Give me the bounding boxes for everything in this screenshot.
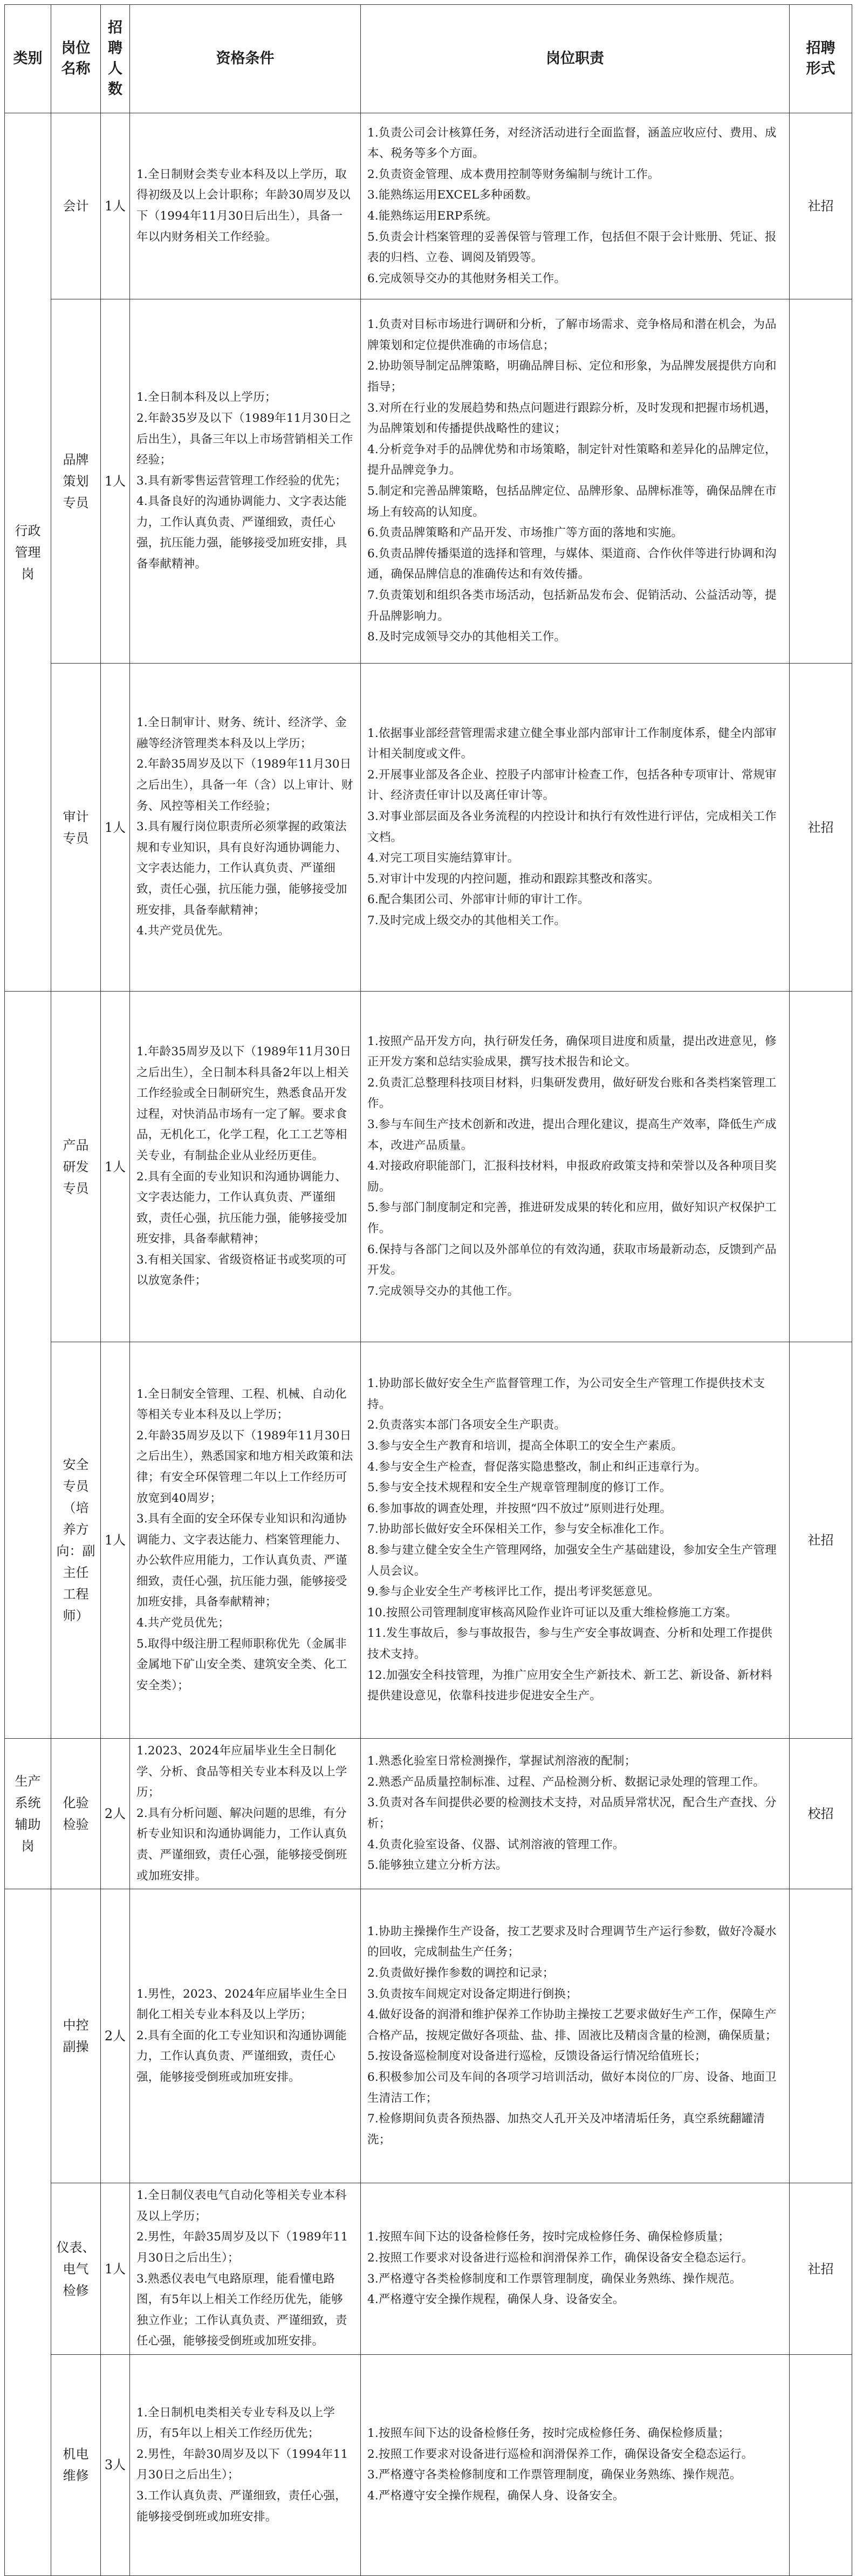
count-cell	[101, 2183, 130, 2355]
header-row	[5, 5, 852, 113]
duty-item: 3.负责按车间规定对设备定期进行倒换；	[367, 1987, 578, 2001]
duty-item: 7.及时完成上级交办的其他相关工作。	[367, 913, 566, 927]
duties-cell	[361, 1342, 790, 1739]
count-cell	[101, 1739, 130, 1889]
table-row	[5, 2354, 852, 2575]
recruitment-mode: 社招	[807, 1533, 834, 1548]
duty-item: 5.对审计中发现的内控问题，推动和跟踪其整改和落实。	[367, 872, 660, 886]
category-cell	[5, 992, 51, 1739]
duty-item: 6.负责品牌传播渠道的选择和管理，与媒体、渠道商、合作伙伴等进行协调和沟通，确保品牌信息的准确传达和有效传播。	[367, 546, 777, 582]
duty-item: 8.及时完成领导交办的其他相关工作。	[367, 630, 566, 644]
table-row	[5, 113, 852, 299]
table-row	[5, 2183, 852, 2355]
requirements-cell	[130, 113, 361, 299]
category-cell	[5, 1739, 51, 1889]
requirements-cell	[130, 2183, 361, 2355]
position-cell	[51, 664, 101, 992]
requirement-item: 1.男性，2023、2024年应届毕业生全日制化工相关专业本科及以上学历；	[136, 1987, 348, 2022]
duty-item: 11.发生事故后，参与事故报告，参与生产安全事故调查、分析和处理工作提供技术支持。	[367, 1627, 772, 1661]
duty-item: 2.负责做好操作参数的调控和记录；	[367, 1966, 554, 1980]
requirement-item: 1.全日制财会类专业本科及以上学历，取得初级及以上会计职称；年龄30周岁及以下（1994年11月30日后出生），具备一年以内财务相关工作经验。	[136, 167, 351, 244]
duties-cell	[361, 2354, 790, 2575]
duty-item: 3.负责对各车间提供必要的检测技术支持，对品质异常状况，配合生产查找、分析；	[367, 1796, 777, 1831]
table-row	[5, 1889, 852, 2183]
requirements-cell	[130, 1739, 361, 1889]
count-cell	[101, 664, 130, 992]
mode-cell	[790, 2183, 852, 2355]
duty-item: 4.参与安全生产检查，督促落实隐患整改，制止和纠正违章行为。	[367, 1460, 707, 1474]
duty-item: 5.按设备巡检制度对设备进行巡检，反馈设备运行情况给值班长；	[367, 2049, 707, 2063]
header-mode	[790, 5, 852, 113]
header-count-label: 招 聘 人 数	[108, 19, 122, 98]
duty-item: 1.按照车间下达的设备检修任务，按时完成检修任务、确保检修质量；	[367, 2427, 730, 2441]
category-label: 生产 系统 辅助 岗	[15, 1774, 41, 1854]
header-count	[101, 5, 130, 113]
table-row	[5, 1739, 852, 1889]
requirement-item: 1.全日制安全管理、工程、机械、自动化等相关专业本科及以上学历；	[136, 1387, 347, 1422]
header-position	[51, 5, 101, 113]
duties-cell	[361, 664, 790, 992]
duty-item: 8.参与建立健全安全生产管理网络，加强安全生产基础建设，参加安全生产管理人员会议。	[367, 1543, 777, 1578]
requirements-cell	[130, 299, 361, 664]
requirement-item: 4.具备良好的沟通协调能力、文字表达能力，工作认真负责、严谨细致，责任心强，抗压能力强，能够接受加班安排，具备奉献精神。	[136, 495, 347, 571]
header-mode-label: 招聘 形式	[806, 40, 836, 77]
requirement-item: 1.全日制审计、财务、统计、经济学、金融等经济管理类本科及以上学历；	[136, 716, 347, 750]
requirement-item: 2.男性，年龄30周岁及以下（1994年11月30日之后出生）；	[136, 2447, 348, 2482]
duties-cell	[361, 299, 790, 664]
position-name: 机电 维修	[63, 2447, 89, 2484]
requirement-item: 3.具有新零售运营管理工作经验的优先；	[136, 474, 347, 488]
requirement-item: 1.2023、2024年应届毕业生全日制化学、分析、食品等相关专业本科及以上学历；	[136, 1744, 347, 1800]
duty-item: 6.完成领导交办的其他财务相关工作。	[367, 271, 566, 285]
mode-cell	[790, 299, 852, 664]
duties-cell	[361, 113, 790, 299]
header-requirements-label: 资格条件	[216, 50, 275, 67]
count-cell	[101, 992, 130, 1342]
requirement-item: 4.共产党员优先；	[136, 1616, 230, 1630]
duty-item: 2.按照工作要求对设备进行巡检和润滑保养工作，确保设备安全稳态运行。	[367, 2251, 754, 2265]
position-cell	[51, 299, 101, 664]
recruitment-mode: 社招	[807, 819, 834, 835]
position-name: 审计 专员	[63, 809, 89, 846]
position-name: 仪表、 电气 检修	[56, 2239, 95, 2298]
duty-item: 7.检修期间负责各预热器、加热交人孔开关及冲堵清垢任务，真空系统翻罐清洗；	[367, 2112, 765, 2147]
duty-item: 6.参加事故的调查处理，并按照“四不放过”原则进行处理。	[367, 1501, 672, 1515]
position-name: 品牌 策划 专员	[63, 452, 89, 510]
headcount: 1人	[104, 199, 126, 214]
duty-item: 6.负责品牌策略和产品开发、市场推广等方面的落地和实施。	[367, 526, 683, 540]
position-name: 安全 专员 （培 养方 向：副 主任 工程 师）	[56, 1457, 95, 1623]
position-name: 化验 检验	[63, 1795, 89, 1833]
requirement-item: 2.具有全面的专业知识和沟通协调能力、文字表达能力，工作认真负责、严谨细致，责任心强，抗压能力强，能够接受加班安排，具备奉献精神；	[136, 1170, 347, 1246]
header-category-label: 类别	[13, 50, 43, 67]
requirement-item: 2.男性，年龄35周岁及以下（1989年11月30日之后出生）；	[136, 2230, 348, 2265]
headcount: 1人	[104, 819, 126, 835]
count-cell	[101, 1889, 130, 2183]
header-category	[5, 5, 51, 113]
recruitment-mode: 社招	[807, 199, 834, 214]
table-row	[5, 299, 852, 664]
mode-cell	[790, 1739, 852, 1889]
header-requirements	[130, 5, 361, 113]
requirements-cell	[130, 992, 361, 1342]
requirement-item: 3.具有全面的安全环保专业知识和沟通协调能力、文字表达能力、档案管理能力、办公软件应用能力，工作认真负责、严谨细致，责任心强，抗压能力强，能够接受加班安排，具备奉献精神；	[136, 1512, 347, 1609]
duty-item: 12.加强安全科技管理，为推广应用安全生产新技术、新工艺、新设备、新材料提供建设意见，依靠科技进步促进安全生产。	[367, 1668, 772, 1703]
duty-item: 1.熟悉化验室日常检测操作，掌握试剂溶液的配制；	[367, 1754, 636, 1768]
header-duties-label: 岗位职责	[546, 50, 604, 67]
duty-item: 3.严格遵守各类检修制度和工作票管理制度，确保业务熟练、操作规范。	[367, 2272, 742, 2286]
duty-item: 1.负责对目标市场进行调研和分析，了解市场需求、竞争格局和潜在机会，为品牌策划和定位提供准确的市场信息；	[367, 318, 777, 352]
requirements-cell	[130, 664, 361, 992]
duty-item: 5.参与部门制度制定和完善，推进研发成果的转化和应用，做好知识产权保护工作。	[367, 1201, 777, 1235]
requirement-item: 3.有相关国家、省级资格证书或奖项的可以放宽条件；	[136, 1253, 347, 1288]
duty-item: 5.能够独立建立分析方法。	[367, 1858, 508, 1873]
duty-item: 3.对事业部层面及各业务流程的内控设计和执行有效性进行评估，完成相关工作文档。	[367, 809, 777, 844]
duty-item: 1.协助主操操作生产设备，按工艺要求及时合理调节生产运行参数，做好冷凝水的回收，完成制盐生产任务；	[367, 1924, 777, 1959]
duty-item: 1.依据事业部经营管理需求建立健全事业部内部审计工作制度体系，健全内部审计相关制度或文件。	[367, 726, 777, 761]
duty-item: 4.做好设备的润滑和维护保养工作协助主操按工艺要求做好生产工作，保障生产合格产品，按规定做好各项盐、盐、排、固液比及精卤含量的检测，确保质量；	[367, 2008, 777, 2042]
requirement-item: 2.年龄35周岁及以下（1989年11月30日之后出生），熟悉国家和地方相关政策和法律；有安全环保管理二年以上工作经历可放宽到40周岁；	[136, 1429, 353, 1505]
duties-cell	[361, 1739, 790, 1889]
mode-cell	[790, 113, 852, 299]
duty-item: 10.按照公司管理制度审核高风险作业许可证以及重大维检修施工方案。	[367, 1605, 737, 1620]
duty-item: 9.参与企业安全生产考核评比工作，提出考评奖惩意见。	[367, 1585, 660, 1599]
duty-item: 4.对接政府职能部门，汇报科技材料，申报政府政策支持和荣誉以及各种项目奖励。	[367, 1159, 777, 1194]
requirement-item: 3.具有履行岗位职责所必须掌握的政策法规和专业知识，具有良好沟通协调能力、文字表达能力，工作认真负责、严谨细致，责任心强，抗压能力强，能够接受加班安排，具备奉献精神；	[136, 820, 347, 917]
requirement-item: 1.全日制仪表电气自动化等相关专业本科及以上学历；	[136, 2189, 347, 2223]
recruitment-mode: 社招	[807, 2261, 834, 2277]
requirement-item: 3.熟悉仪表电气电路原理，能看懂电路图，有5年以上相关工作经历优先，能够独立作业；工作认真负责、严谨细致，责任心强，能够接受倒班或加班安排。	[136, 2272, 347, 2348]
count-cell	[101, 2354, 130, 2575]
duty-item: 5.参与安全技术规程和安全生产规章管理制度的修订工作。	[367, 1481, 672, 1495]
requirements-cell	[130, 1342, 361, 1739]
requirement-item: 2.年龄35岁及以下（1989年11月30日之后出生），具备三年以上市场营销相关工作经验；	[136, 411, 353, 467]
position-cell	[51, 2183, 101, 2355]
duty-item: 1.协助部长做好安全生产监督管理工作，为公司安全生产管理工作提供技术支持。	[367, 1377, 765, 1411]
requirement-item: 2.具有分析问题、解决问题的思维，有分析专业知识和沟通协调能力，工作认真负责、严谨细致，责任心强，能够接受倒班或加班安排。	[136, 1806, 347, 1883]
requirement-item: 1.全日制本科及以上学历；	[136, 391, 277, 405]
duty-item: 2.熟悉产品质量控制标准、过程、产品检测分析、数据记录处理的管理工作。	[367, 1775, 765, 1789]
duty-item: 4.严格遵守安全操作规程，确保人身、设备安全。	[367, 2489, 625, 2503]
header-duties	[361, 5, 790, 113]
table-body	[5, 113, 852, 2576]
duties-cell	[361, 992, 790, 1342]
duty-item: 4.能熟练运用ERP系统。	[367, 209, 498, 223]
duty-item: 4.对完工项目实施结算审计。	[367, 851, 519, 865]
position-cell	[51, 2354, 101, 2575]
duty-item: 4.严格遵守安全操作规程，确保人身、设备安全。	[367, 2293, 625, 2307]
mode-cell	[790, 1889, 852, 2183]
duty-item: 3.严格遵守各类检修制度和工作票管理制度，确保业务熟练、操作规范。	[367, 2468, 742, 2482]
duties-cell	[361, 2183, 790, 2355]
count-cell	[101, 113, 130, 299]
count-cell	[101, 299, 130, 664]
count-cell	[101, 1342, 130, 1739]
requirements-cell	[130, 1889, 361, 2183]
requirement-item: 1.全日制机电类相关专业专科及以上学历，有5年以上相关工作经历优先；	[136, 2406, 335, 2441]
position-cell	[51, 1342, 101, 1739]
requirement-item: 2.具有全面的化工专业知识和沟通协调能力，工作认真负责、严谨细致，责任心强，能够接受倒班或加班安排。	[136, 2028, 347, 2085]
duties-cell	[361, 1889, 790, 2183]
duty-item: 4.分析竞争对手的品牌优势和市场策略，制定针对性策略和差异化的品牌定位，提升品牌竞争力。	[367, 442, 777, 477]
duty-item: 6.保持与各部门之间以及外部单位的有效沟通，获取市场最新动态，反馈到产品开发。	[367, 1242, 777, 1277]
duty-item: 6.积极参加公司及车间的各项学习培训活动，做好本岗位的厂房、设备、地面卫生清洁工作；	[367, 2071, 777, 2105]
headcount: 1人	[104, 1533, 126, 1548]
mode-cell	[790, 992, 852, 1342]
requirement-item: 1.年龄35周岁及以下（1989年11月30日之后出生），全日制本科具备2年以上相关工作经验或全日制研究生，熟悉食品开发过程，对快消品市场有一定了解。要求食品，无机化工，化学工程，化工工艺等相关专业，有制盐企业从业经历更佳。	[136, 1044, 352, 1163]
duty-item: 2.协助领导制定品牌策略，明确品牌目标、定位和形象，为品牌发展提供方向和指导；	[367, 359, 777, 394]
requirement-item: 5.取得中级注册工程师职称优先（金属非金属地下矿山安全类、建筑安全类、化工安全类）；	[136, 1637, 347, 1692]
duty-item: 7.完成领导交办的其他工作。	[367, 1284, 519, 1298]
position-cell	[51, 992, 101, 1342]
headcount: 2人	[104, 2028, 126, 2044]
duty-item: 3.能熟练运用EXCEL多种函数。	[367, 188, 538, 202]
mode-cell	[790, 1342, 852, 1739]
duty-item: 6.配合集团公司、外部审计师的审计工作。	[367, 893, 590, 907]
header-position-label: 岗位 名称	[61, 40, 91, 77]
duty-item: 2.按照工作要求对设备进行巡检和润滑保养工作，确保设备安全稳态运行。	[367, 2447, 754, 2461]
duty-item: 5.负责会计档案管理的妥善保管与管理工作，包括但不限于会计账册、凭证、报表的归档、立卷、调阅及销毁等。	[367, 230, 777, 265]
position-cell	[51, 1739, 101, 1889]
duty-item: 7.协助部长做好安全环保相关工作，参与安全标准化工作。	[367, 1522, 672, 1536]
category-cell	[5, 113, 51, 992]
requirement-item: 2.年龄35周岁及以下（1989年11月30日之后出生），具备一年（含）以上审计、财务、风控等相关工作经验；	[136, 757, 353, 813]
duty-item: 2.负责汇总整理科技项目材料，归集研发费用，做好研发台账和各类档案管理工作。	[367, 1076, 777, 1111]
category-cell	[5, 1889, 51, 2576]
duty-item: 4.负责化验室设备、仪器、试剂溶液的管理工作。	[367, 1837, 625, 1851]
duty-item: 1.按照车间下达的设备检修任务，按时完成检修任务、确保检修质量；	[367, 2230, 730, 2244]
headcount: 3人	[104, 2457, 126, 2473]
duty-item: 3.参与车间生产技术创新和改进，提出合理化建议，提高生产效率，降低生产成本，改进产品质量。	[367, 1118, 777, 1152]
headcount: 1人	[104, 2261, 126, 2277]
requirement-item: 4.共产党员优先。	[136, 924, 230, 938]
duty-item: 3.对所在行业的发展趋势和热点问题进行跟踪分析，及时发现和把握市场机遇，为品牌策划和传播提供战略性的建议；	[367, 401, 777, 436]
duty-item: 3.参与安全生产教育和培训，提高全体职工的安全生产素质。	[367, 1439, 683, 1453]
position-cell	[51, 1889, 101, 2183]
position-cell	[51, 113, 101, 299]
headcount: 2人	[104, 1806, 126, 1822]
duty-item: 1.按照产品开发方向，执行研发任务，确保项目进度和质量，提出改进意见，修正开发方案和总结实验成果，撰写技术报告和论文。	[367, 1034, 777, 1069]
requirement-item: 3.工作认真负责、严谨细致，责任心强，能够接受倒班或加班安排。	[136, 2489, 347, 2524]
table-row	[5, 992, 852, 1342]
duty-item: 2.负责资金管理、成本费用控制等财务编制与统计工作。	[367, 167, 660, 181]
requirements-cell	[130, 2354, 361, 2575]
duty-item: 1.负责公司会计核算任务，对经济活动进行全面监督，涵盖应收应付、费用、成本、税务等多个方面。	[367, 126, 777, 161]
mode-cell	[790, 664, 852, 992]
position-name: 会计	[63, 199, 89, 214]
table-row	[5, 1342, 852, 1739]
recruitment-mode: 校招	[807, 1806, 834, 1822]
duty-item: 2.负责落实本部门各项安全生产职责。	[367, 1418, 566, 1432]
duty-item: 2.开展事业部及各企业、控股子内部审计检查工作，包括各种专项审计、常规审计、经济责任审计以及离任审计等。	[367, 768, 777, 803]
headcount: 1人	[104, 474, 126, 489]
position-name: 中控 副操	[63, 2018, 89, 2055]
recruitment-table	[4, 4, 852, 2576]
duty-item: 7.负责策划和组织各类市场活动，包括新品发布会、促销活动、公益活动等，提升品牌影响力。	[367, 588, 777, 623]
position-name: 产品 研发 专员	[63, 1137, 89, 1196]
duty-item: 5.制定和完善品牌策略，包括品牌定位、品牌形象、品牌标准等，确保品牌在市场上有较高的认知度。	[367, 484, 777, 519]
table-row	[5, 664, 852, 992]
category-label: 行政 管理 岗	[15, 523, 41, 582]
headcount: 1人	[104, 1159, 126, 1174]
mode-cell	[790, 2354, 852, 2575]
